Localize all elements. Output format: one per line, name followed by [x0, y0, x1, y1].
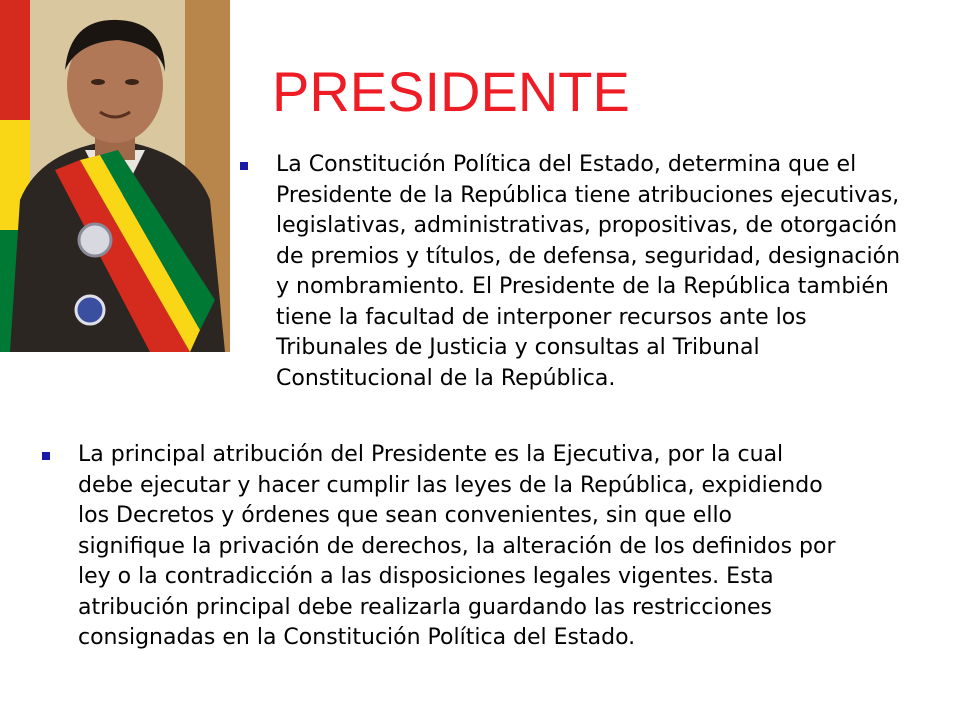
bullet-text: La principal atribución del Presidente es la Ejecutiva, por la cual debe ejecutar y hacer cumplir las leyes de la República, expidiendo los Decretos y órdenes que sean convenientes, sin que ello signifique la privación de derechos, la alteración de los definidos por ley o la contradicción a las disposiciones legales vigentes. Esta atribución principal debe realizarla guardando las restricciones consignadas en la Constitución Política del Estado.	[78, 442, 836, 650]
bullet-item-constitution	[240, 150, 910, 394]
square-bullet-icon	[240, 162, 248, 170]
bullet-item-executive	[42, 440, 842, 654]
president-portrait-photo	[0, 0, 230, 352]
bullet-text: La Constitución Política del Estado, determina que el Presidente de la República tiene atribuciones ejecutivas, legislativas, administrativas, propositivas, de otorgación de premios y títulos, de defensa, seguridad, designación y nombramiento. El Presidente de la República también tiene la facultad de interponer recursos ante los Tribunales de Justicia y consultas al Tribunal Constitucional de la República.	[276, 152, 901, 391]
slide-title: PRESIDENTE	[272, 60, 630, 123]
square-bullet-icon	[42, 452, 50, 460]
bullet-list-top	[240, 150, 910, 394]
bullet-list-bottom	[42, 440, 842, 654]
